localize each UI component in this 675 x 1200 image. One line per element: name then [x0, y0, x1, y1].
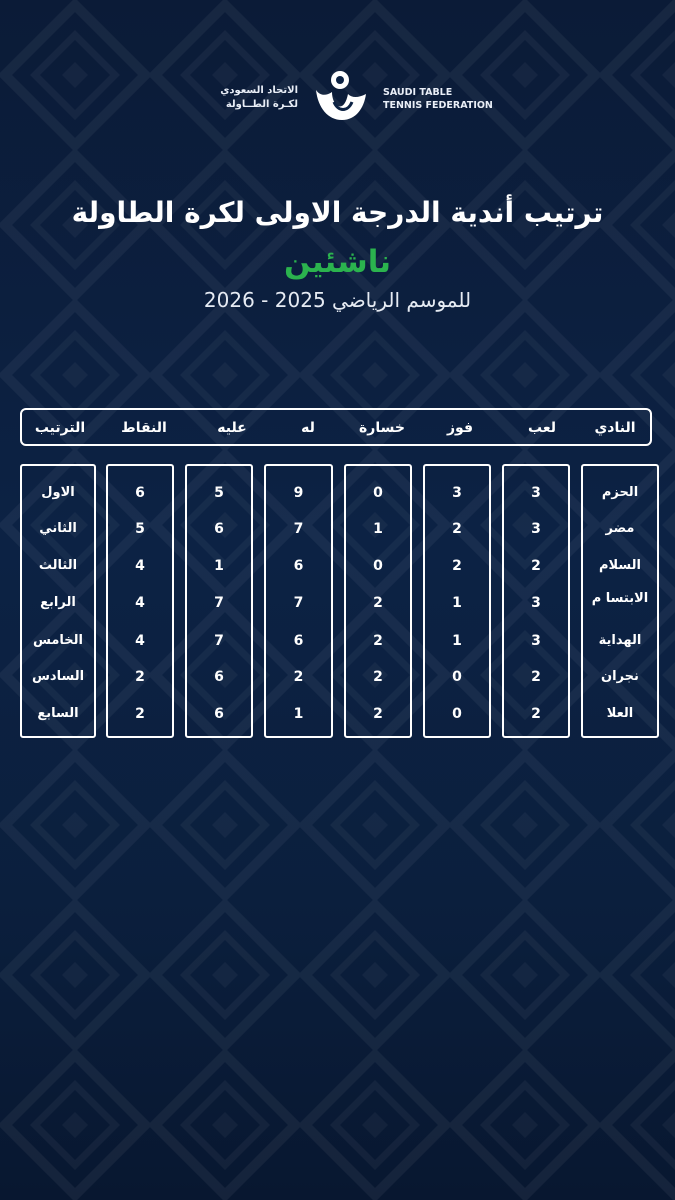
column-rank	[20, 464, 96, 738]
club-cell: الابتسا م	[591, 591, 649, 606]
won-cell: 1	[452, 595, 462, 611]
lost-cell: 2	[373, 595, 383, 611]
lost-cell: 0	[373, 485, 383, 501]
federation-logo	[214, 68, 493, 124]
rank-cell: السابع	[37, 706, 79, 721]
club-cell: الحزم	[601, 485, 639, 500]
points-cell: 5	[135, 521, 145, 537]
rank-cell: الاول	[41, 485, 75, 500]
points-cell: 2	[135, 669, 145, 685]
for-cell: 6	[293, 633, 304, 649]
lost-cell: 2	[373, 706, 383, 722]
club-cell: العلا	[606, 706, 634, 721]
played-cell: 3	[531, 521, 541, 537]
against-cell: 6	[214, 521, 224, 537]
column-lost	[344, 464, 412, 738]
points-cell: 6	[135, 485, 145, 501]
won-cell: 1	[452, 633, 462, 649]
column-played	[502, 464, 570, 738]
rank-cell: الثالث	[38, 558, 78, 573]
points-cell: 4	[135, 633, 145, 649]
against-cell: 6	[214, 706, 224, 722]
for-cell: 7	[293, 521, 304, 537]
for-cell: 9	[293, 485, 304, 501]
rank-cell: الخامس	[32, 633, 83, 648]
lost-cell: 0	[373, 558, 383, 574]
page-title: ترتيب أندية الدرجة الاولى لكرة الطاولة	[71, 196, 604, 229]
won-cell: 2	[452, 521, 462, 537]
column-against	[185, 464, 253, 738]
played-cell: 2	[531, 558, 541, 574]
lost-cell: 2	[373, 669, 383, 685]
header-points: النقاط	[121, 420, 167, 436]
for-cell: 2	[293, 669, 304, 685]
played-cell: 3	[531, 485, 541, 501]
category-subtitle: ناشئين	[284, 244, 391, 280]
won-cell: 0	[452, 669, 462, 685]
federation-name-ar: الاتحاد السعودي لكـرة الطــاولة	[220, 85, 298, 110]
points-cell: 4	[135, 595, 145, 611]
club-cell: السلام	[599, 558, 641, 573]
played-cell: 3	[531, 633, 541, 649]
played-cell: 2	[531, 669, 541, 685]
played-cell: 2	[531, 706, 541, 722]
played-cell: 3	[531, 595, 541, 611]
against-cell: 5	[214, 485, 224, 501]
saudi-table-tennis-logo-icon	[312, 68, 368, 124]
column-for	[264, 464, 333, 738]
club-cell: الهداية	[598, 633, 642, 648]
header-rank: الترتيب	[34, 420, 86, 436]
club-cell: مضر	[605, 521, 635, 536]
season-label: للموسم الرياضي 2025 - 2026	[203, 288, 472, 312]
header-won: فوز	[446, 420, 473, 436]
against-cell: 1	[214, 558, 224, 574]
lost-cell: 2	[373, 633, 383, 649]
won-cell: 3	[452, 485, 462, 501]
header-club: النادي	[594, 420, 636, 436]
club-cell: نجران	[601, 669, 639, 684]
against-cell: 7	[214, 633, 224, 649]
for-cell: 7	[293, 595, 304, 611]
points-cell: 2	[135, 706, 145, 722]
rank-cell: الثاني	[39, 521, 77, 536]
column-won	[423, 464, 491, 738]
won-cell: 0	[452, 706, 462, 722]
federation-name-en: SAUDI TABLE TENNIS FEDERATION	[383, 87, 493, 111]
column-club	[581, 464, 659, 738]
points-cell: 4	[135, 558, 145, 574]
table-header	[20, 408, 652, 446]
header-lost: خسارة	[359, 420, 405, 436]
header-for: له	[301, 420, 315, 436]
lost-cell: 1	[373, 521, 383, 537]
against-cell: 7	[214, 595, 224, 611]
against-cell: 6	[214, 669, 224, 685]
rank-cell: الرابع	[40, 595, 76, 610]
rank-cell: السادس	[31, 669, 85, 684]
header-against: عليه	[217, 420, 247, 436]
for-cell: 6	[293, 558, 304, 574]
won-cell: 2	[452, 558, 462, 574]
for-cell: 1	[293, 706, 304, 722]
header-played: لعب	[528, 420, 556, 436]
column-points	[106, 464, 174, 738]
